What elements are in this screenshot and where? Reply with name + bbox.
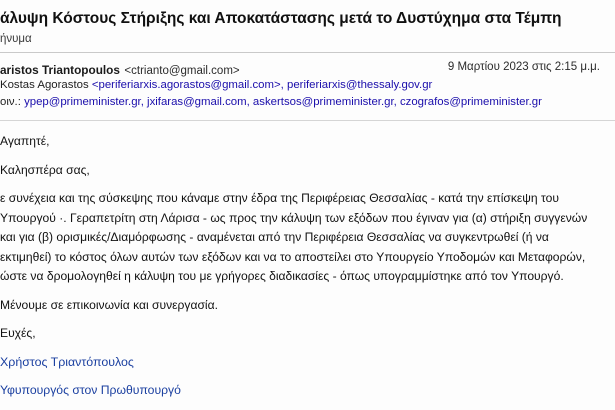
sender-row xyxy=(0,61,615,77)
signature-title: Υφυπουργός στον Πρωθυπουργό xyxy=(0,383,181,397)
to-addresses[interactable]: <periferiarxis.agorastos@gmail.com>, periferiarxis@thessaly.gov.gr xyxy=(91,79,433,91)
signature-name: Χρήστος Τριαντόπουλος xyxy=(0,354,134,369)
cc-row xyxy=(0,94,615,111)
email-subject: άλυψη Κόστους Στήριξης και Αποκατάστασης μετά το Δυστύχημα στα Τέμπη xyxy=(0,10,562,27)
body-paragraph-1: ε συνέχεια και της σύσκεψης που κάναμε στην έδρα της Περιφέρειας Θεσσαλίας - κατά την επίσκεψη του Υπουργού ·. Γεραπετρίτη στη Λάρισα - ως προς την κάλυψη των εξόδων που έγιναν για (α) στήριξη συγγενών και για (β) ορισμικές/Διαμόρφωσης - αναμένεται από την Περιφέρεια Θεσσαλίας να συγκεντρωθεί (ή να εκτιμηθεί) το κόστος όλων αυτών των εξόδων και να το αποστείλει στο Υπουργείο Υποδομών και Μεταφορών, ώστε να δρομολογηθεί η κάλυψη του με γρήγορες διαδικασίες - όπως υπογραμμίστηκε από τον Υπουργό. xyxy=(0,191,588,283)
cc-addresses[interactable]: ypep@primeminister.gr, jxifaras@gmail.com, askertsos@primeminister.gr, czografos@primeminister.gr xyxy=(24,96,542,108)
body-paragraph-2: Μένουμε σε επικοινωνία και συνεργασία. xyxy=(0,297,218,312)
body-paragraph-3: Ευχές, xyxy=(0,326,36,340)
sender-address: <ctrianto@gmail.com> xyxy=(124,65,240,77)
sender-name: aristos Triantopoulos xyxy=(0,63,120,77)
email-date: 9 Μαρτίου 2023 στις 2:15 μ.μ. xyxy=(447,61,600,73)
cc-label: οιν.: xyxy=(0,96,21,108)
greeting-line-1: Αγαπητέ, xyxy=(0,134,50,148)
message-label: ήνυμα xyxy=(0,33,32,45)
email-header xyxy=(0,53,615,111)
greeting-line-2: Καλησπέρα σας, xyxy=(0,162,90,177)
email-body xyxy=(0,121,615,401)
to-label: Kostas Agorastos xyxy=(0,79,89,91)
recipient-row xyxy=(0,77,615,94)
